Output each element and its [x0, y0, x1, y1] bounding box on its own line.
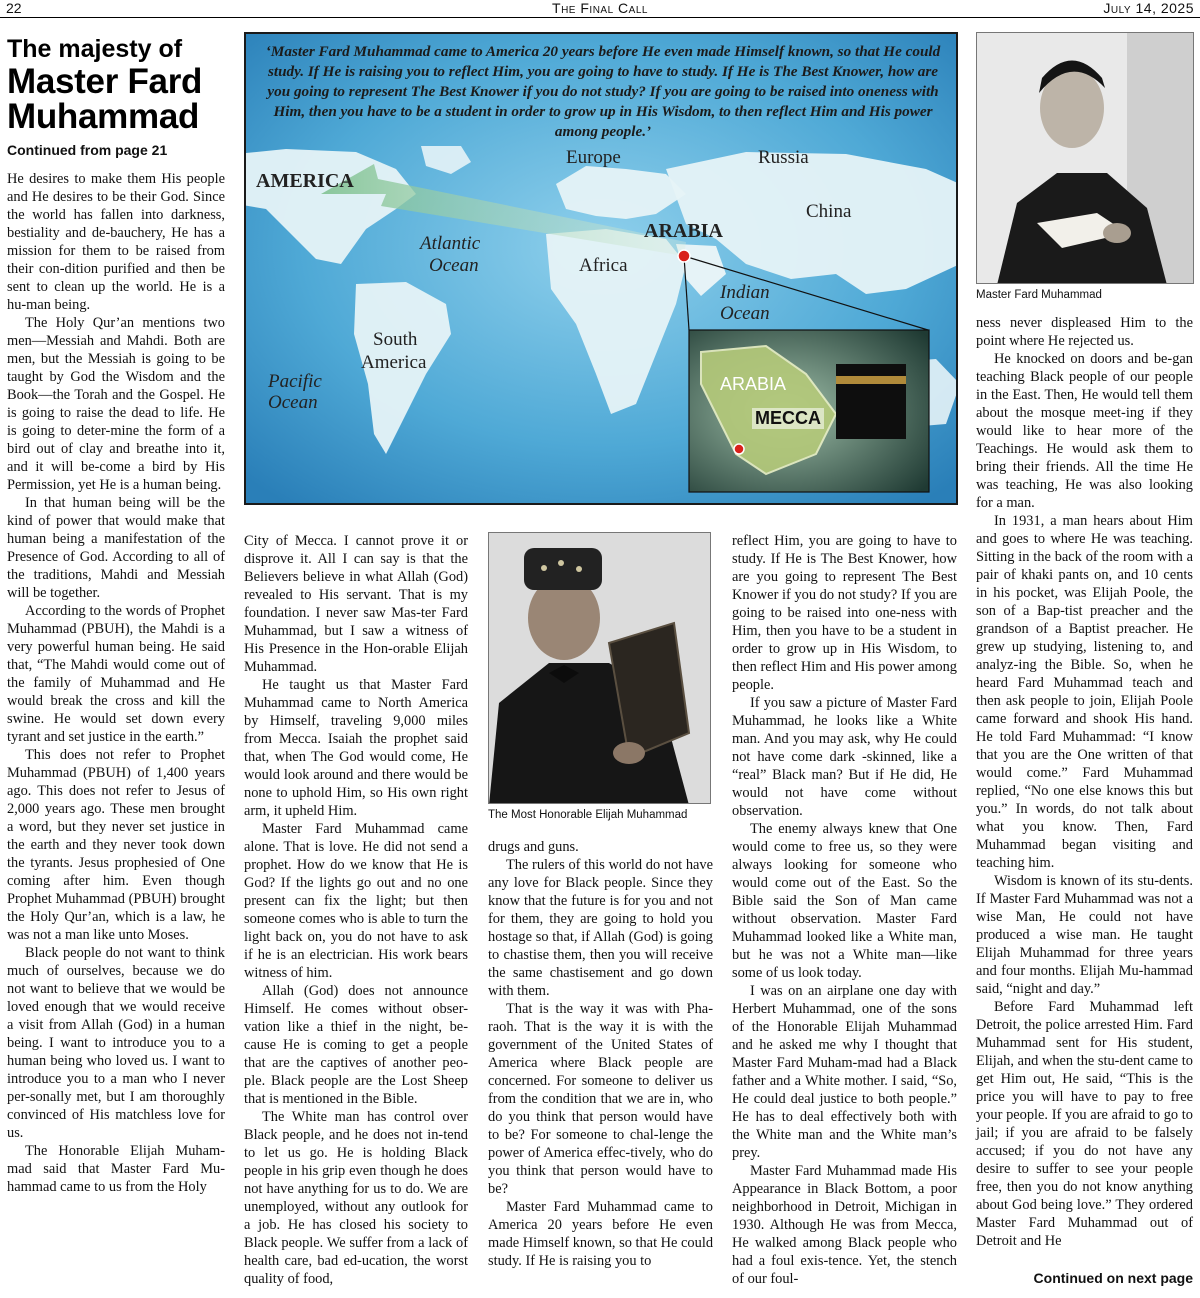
text-column-5	[976, 314, 1193, 1250]
caption-elijah-muhammad: The Most Honorable Elijah Muhammad	[488, 809, 688, 821]
paragraph: Master Fard Muhammad came alone. That is love. He did not send a prophet. How do we know that He is God? If the lights go out and no one present can fix the light; but then someone comes who is able to turn the light back on, you do not have to ask if he is an electrician. His work bears witness of him.	[244, 821, 468, 981]
paragraph: The Holy Qur’an mentions two men—Messiah and Mahdi. Both are men, but the Messiah is going to be taught by God the Wisdom and the Book—the Torah and the Gospel. He is going to raise the dead to life. He is going to deter-mine the form of a bird out of clay and breathe into it, and it will be-come a bird by His Permission, yet He is a human being.	[7, 315, 225, 493]
mecca-marker	[734, 444, 744, 454]
kaaba-band	[836, 376, 906, 384]
paragraph: He desires to make them His people and He desires to be their God. Since the world has fallen into darkness, bestiality and de-bauchery, He has a mission for them to be raised from their con-dition purified and then be sent to clean up the world. He is a hu-man being.	[7, 171, 225, 313]
paragraph: Black people do not want to think much of ourselves, because we do not want to believe that we would be loved enough that we would receive a visit from Allah (God) in a human being. I want to introduce you to a human being who loved us. I want to introduce you to a man who I never per-sonally met, but I am thoroughly convinced of His matchless love for us.	[7, 945, 225, 1141]
masthead	[0, 0, 1200, 18]
headline-line-3: Muhammad	[7, 97, 200, 136]
text-column-3	[488, 838, 713, 1270]
text-column-2	[244, 532, 468, 1288]
paragraph: According to the words of Prophet Muhammad (PBUH), the Mahdi is a very powerful human being. He said that, “The Mahdi would come out of the family of Muhammad and He would break the cross and kill the swine. He would set down every tyrant and set justice in the earth.”	[7, 603, 225, 745]
label-south-america-1: South	[373, 329, 418, 350]
paragraph: In 1931, a man hears about Him and goes to where He was teaching. Sitting in the back of the room with a pair of khaki pants on, and 10 cents in his pocket, was Elijah Poole, the son of a Bap-tist preacher and the grandson of a Baptist preacher. He grew up studying, listening to, and analyz-ing the Bible. So, when he heard Fard Muhammad teach and then ask people to join, Elijah Poole came forward and shook His hand. He told Fard Muhammad: “I know that you are the One written of that would come.” Fard Muhammad replied, “No one else knows this but you.” In words, do not talk about what you know. Then, Fard Muhammad began visiting and teaching him.	[976, 513, 1193, 871]
paragraph: He knocked on doors and be-gan teaching Black people of our people in the East. Then, He would tell them about the mosque meet-ing if they would like to hear more of the Teachings. He would ask them to bring their friends. All the time He was teaching, He was also looking for a man.	[976, 351, 1193, 511]
photo-fard-muhammad-svg	[977, 33, 1194, 284]
label-pacific-2: Ocean	[268, 392, 318, 413]
paragraph: The Honorable Elijah Muham-mad said that Master Fard Mu-hammad came to us from the Holy	[7, 1143, 225, 1195]
continued-from-label: Continued from page 21	[7, 142, 168, 158]
paragraph: I was on an airplane one day with Herbert Muhammad, one of the sons of the Honorable Elijah Muhammad and he asked me why I thought that Master Fard Muham-mad had a Black father and a White mother. I said, “So, He could deal justice to both people.” He has to deal effectively both with the White man and the White man’s prey.	[732, 983, 957, 1161]
inset-label-arabia: ARABIA	[720, 374, 787, 394]
paragraph: The White man has control over Black people, and he does not in-tend to let us go. He is holding Black people in his grip even though he does not have anything for us to do. We are unemployed, without any outlook for a job. He has closed his society to Black people. We suffer from a lack of health care, bad ed-ucation, the worst quality of food,	[244, 1109, 468, 1287]
paragraph: The enemy always knew that One would come to free us, so they were always looking for someone who would come out of the East. So the Bible said the Son of Man came without observation. Master Fard Muhammad looked like a White man, but he was not a White man—like some of us look today.	[732, 821, 957, 981]
paragraph: drugs and guns.	[488, 839, 579, 855]
paragraph: reflect Him, you are going to have to study. If He is The Best Knower, how are you going to represent The Best Knower if you do not study? If you are going to be raised into one-ness with Him, then you have to be a student in order to grow up in His Wisdom, to then reflect Him and His power among people.	[732, 533, 957, 693]
paragraph: Master Fard Muhammad made His Appearance in Black Bottom, a poor neighborhood in Detroit, Michigan in 1930. Although He was from Mecca, He walked among Black people who had a foul exis-tence. Yet, the stench of our foul-	[732, 1163, 957, 1287]
paragraph: If you saw a picture of Master Fard Muhammad, he looks like a White man. And you may ask, why He could not have come dark -skinned, like a “real” Black man? But if He did, He would not have come without observation.	[732, 695, 957, 819]
text-column-1	[7, 170, 225, 1196]
text-column-4	[732, 532, 957, 1288]
label-indian-2: Ocean	[720, 303, 770, 324]
paragraph: ness never displeased Him to the point where He rejected us.	[976, 315, 1193, 349]
paragraph: This does not refer to Prophet Muhammad (PBUH) of 1,400 years ago. This does not refer to Jesus of 2,000 years ago. These men brought a word, but they never set justice in the earth and they never took down the tyrants. Jesus prophesied of One coming after him. Even though Prophet Muhammad (PBUH) brought the Holy Qur’an, which is a law, he was not a man like unto Moses.	[7, 747, 225, 943]
label-russia: Russia	[758, 147, 809, 168]
newspaper-name: The Final Call	[552, 0, 648, 16]
photo-fard-muhammad	[976, 32, 1194, 284]
paragraph: City of Mecca. I cannot prove it or disprove it. All I can say is that the Believers believe in what Allah (God) revealed to His servant. That is my foundation. I never saw Mas-ter Fard Muhammad, but I saw a witness of His Presence in the Hon-orable Elijah Muhammad.	[244, 533, 468, 675]
paragraph: Allah (God) does not announce Himself. He comes without obser-vation like a thief in the night, be-cause He is coming to get a people that are the captives of another peo-ple. Black people are the Lost Sheep that is mentioned in the Bible.	[244, 983, 468, 1107]
paragraph: The rulers of this world do not have any love for Black people. Since they know that the future is for you and not for them, they are going to hold you hostage so that, if Allah (God) is going to chastise them, then you will receive the same chastisement and go down with them.	[488, 857, 713, 999]
caption-fard-muhammad: Master Fard Muhammad	[976, 289, 1102, 301]
paragraph: In that human being will be the kind of power that would make that human being a manifestation of the Presence of God. According to all of the traditions, Mahdi and Messiah will be together.	[7, 495, 225, 601]
kaaba-shape	[836, 364, 906, 439]
label-indian-1: Indian	[720, 282, 770, 303]
world-map-graphic	[244, 32, 958, 505]
inset-label-mecca: MECCA	[752, 408, 824, 429]
label-atlantic-1: Atlantic	[420, 233, 481, 254]
article-headline	[7, 34, 237, 134]
paragraph: That is the way it was with Pha-raoh. That is the way it is with the government of the United States of America where Black people are concerned. For someone to deliver us from the condition that we are in, who do you think that person would have to be? For someone to chal-lenge the power of America effec-tively, who do you think that person would have to be?	[488, 1001, 713, 1197]
issue-date: July 14, 2025	[1103, 0, 1194, 16]
label-arabia: ARABIA	[644, 220, 723, 242]
label-america: AMERICA	[256, 170, 354, 192]
label-south-america-2: America	[361, 352, 427, 373]
label-china: China	[806, 201, 852, 222]
label-africa: Africa	[579, 255, 628, 276]
photo-elijah-muhammad-svg	[489, 533, 711, 804]
arabia-marker	[678, 250, 690, 262]
paragraph: He taught us that Master Fard Muhammad came to North America by Himself, traveling 9,000 miles from Mecca. Isaiah the prophet said that, when The God would come, He would look around and there would be none to uphold Him, so His own right arm, it upheld Him.	[244, 677, 468, 819]
continued-on-next-page: Continued on next page	[1033, 1270, 1193, 1286]
paragraph: Master Fard Muhammad came to America 20 years before He even made Himself known, so that He could study. If He is raising you to	[488, 1199, 714, 1269]
headline-line-1: The majesty of	[7, 35, 183, 63]
label-pacific-1: Pacific	[268, 371, 322, 392]
pull-quote: ‘Master Fard Muhammad came to America 20 years before He even made Himself known, so that He could study. If He is raising you to reflect Him, you are going to have to study. If He is The Best Knower, how are you going to represent The Best Knower if you do not study? If you are going to be raised into oneness with Him, then you have to be a student in order to grow up in His Wisdom, to then reflect Him and His power among people.’	[265, 43, 941, 140]
paragraph: Before Fard Muhammad left Detroit, the police arrested Him. Fard Muhammad sent for His student, Elijah, and when the stu-dent came to get Him out, He said, “This is the price you will have to pay to free your people. If you are afraid to go to jail; if you are afraid to be falsely accused; if you do not have any desire to suffer to see your people free, then you do not know anything about God being love.” They ordered Master Fard Muhammad out of Detroit and He	[976, 999, 1193, 1249]
paragraph: Wisdom is known of its stu-dents. If Master Fard Muhammad was not a wise Man, He could not have produced a wise man. He taught Elijah Muhammad for three years and four months. Elijah Mu-hammad said, “night and day.”	[976, 873, 1193, 997]
page-number: 22	[6, 0, 22, 16]
photo-elijah-muhammad	[488, 532, 711, 804]
label-europe: Europe	[566, 147, 621, 168]
headline-line-2: Master Fard	[7, 62, 203, 101]
label-atlantic-2: Ocean	[429, 255, 479, 276]
